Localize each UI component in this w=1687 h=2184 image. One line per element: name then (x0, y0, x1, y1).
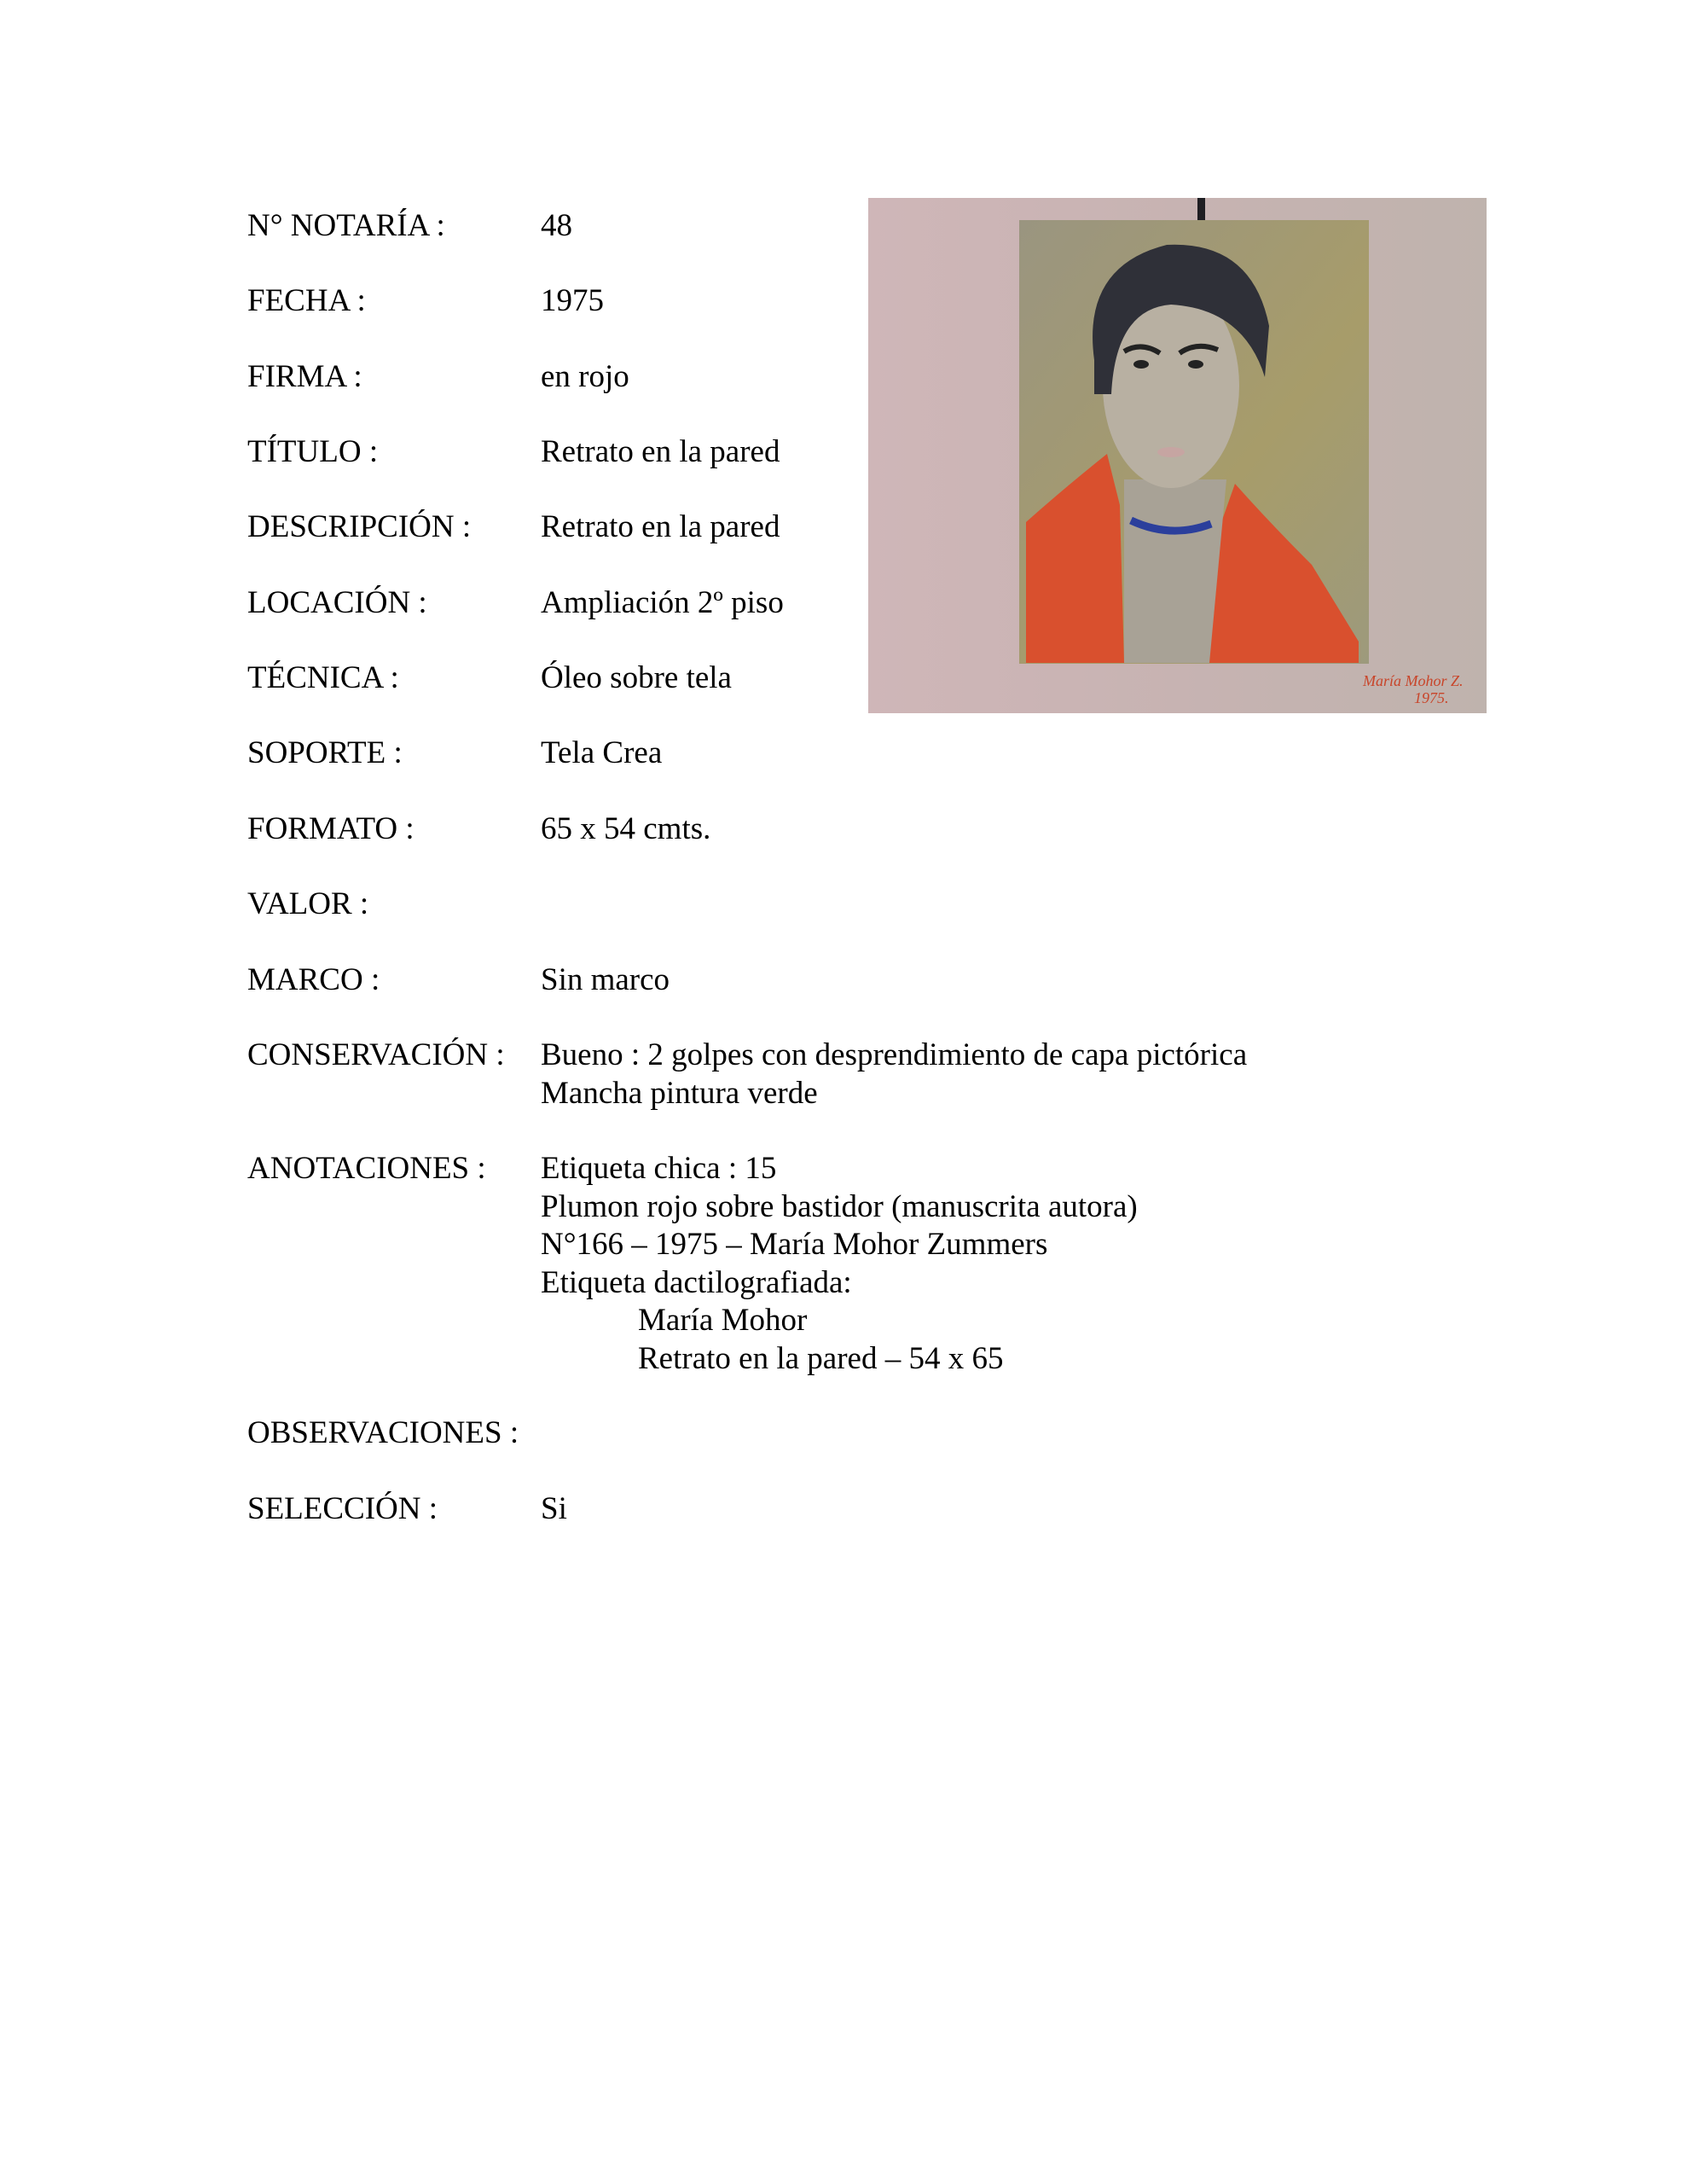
field-value (541, 282, 604, 321)
value-line: 48 (541, 208, 572, 243)
field-label: FORMATO : (247, 811, 415, 846)
field-label: MARCO : (247, 962, 380, 997)
eye-left (1133, 360, 1149, 369)
value-line: N°166 – 1975 – María Mohor Zummers (541, 1227, 1048, 1262)
value-line-indented: Retrato en la pared – 54 x 65 (638, 1340, 1004, 1376)
field-label: N° NOTARÍA : (247, 208, 445, 243)
value-line: Etiqueta dactilografiada: (541, 1264, 852, 1300)
field-label: TÍTULO : (247, 434, 379, 469)
value-line: en rojo (541, 359, 629, 394)
value-line: Retrato en la pared (541, 509, 780, 544)
field-label: FIRMA : (247, 359, 362, 394)
field-value (541, 1490, 567, 1529)
value-line: Si (541, 1491, 567, 1526)
field-value (541, 433, 780, 472)
field-value (541, 358, 629, 397)
field-label: ANOTACIONES : (247, 1151, 486, 1186)
field-label: FECHA : (247, 283, 366, 318)
field-value (541, 207, 572, 246)
value-line-indented: María Mohor (638, 1303, 808, 1338)
hanging-cord (1197, 198, 1205, 222)
value-line: Bueno : 2 golpes con desprendimiento de capa pictórica (541, 1037, 1248, 1072)
field-label: DESCRIPCIÓN : (247, 509, 472, 544)
value-line: Óleo sobre tela (541, 660, 732, 695)
value-line: Sin marco (541, 962, 670, 997)
field-label: CONSERVACIÓN : (247, 1037, 505, 1072)
value-line: Plumon rojo sobre bastidor (manuscrita autora) (541, 1188, 1138, 1224)
value-line: Ampliación 2º piso (541, 585, 784, 620)
portrait-painting (868, 198, 1487, 713)
painting-image (868, 198, 1487, 713)
value-line: Mancha pintura verde (541, 1075, 818, 1111)
field-value (541, 659, 732, 698)
field-value (541, 1150, 1138, 1378)
value-line: 1975 (541, 283, 604, 318)
value-line: Etiqueta chica : 15 (541, 1151, 777, 1186)
signature: María Mohor Z. (1363, 672, 1464, 689)
field-label: SOPORTE : (247, 735, 403, 770)
field-value (541, 735, 662, 773)
field-value (541, 1037, 1247, 1112)
field-value (541, 810, 710, 849)
field-value (541, 961, 670, 1000)
field-label: VALOR : (247, 886, 369, 921)
mouth (1157, 447, 1185, 457)
field-label: SELECCIÓN : (247, 1491, 438, 1526)
value-line: Tela Crea (541, 735, 663, 770)
field-label: OBSERVACIONES : (247, 1415, 519, 1450)
value-line: Retrato en la pared (541, 434, 780, 469)
eye-right (1188, 360, 1203, 369)
field-value (541, 584, 784, 623)
field-label: LOCACIÓN : (247, 585, 427, 620)
value-line: 65 x 54 cmts. (541, 811, 711, 846)
field-value (541, 508, 780, 547)
field-label: TÉCNICA : (247, 660, 399, 695)
neck-chest (1124, 479, 1226, 663)
signature-year: 1975. (1414, 689, 1449, 706)
